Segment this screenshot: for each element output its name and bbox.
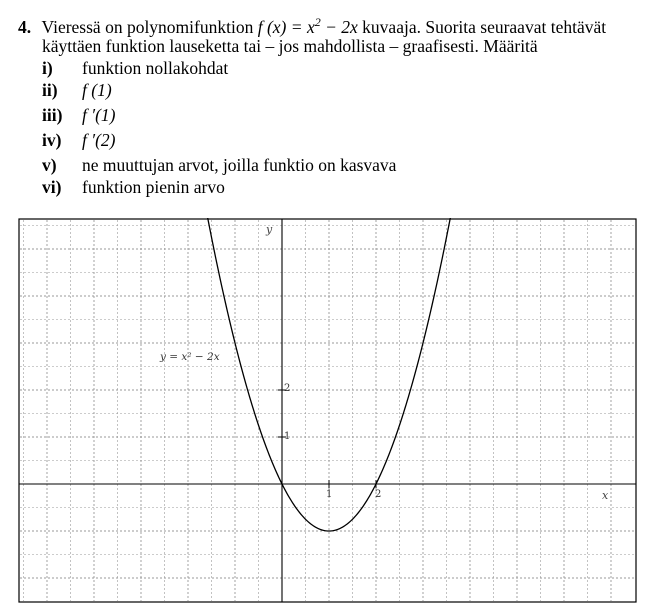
function-exponent: 2 — [314, 15, 321, 29]
y-tick-label: 2 — [284, 383, 291, 394]
question-line-2: käyttäen funktion lauseketta tai – jos mahdollista – graafisesti. Määritä — [42, 36, 538, 56]
question-intro: Vieressä on polynomifunktion — [41, 16, 254, 37]
question-line-1 — [18, 11, 606, 38]
question-number: 4. — [18, 16, 32, 37]
item-text: funktion nollakohdat — [82, 58, 229, 78]
item-label: i) — [42, 58, 53, 78]
function-text: f (x) = x — [257, 16, 315, 37]
item-label: ii) — [42, 80, 58, 100]
item-text: ne muuttujan arvot, joilla funktio on kasvava — [82, 155, 397, 175]
curve-label: y = x² − 2x — [160, 351, 220, 363]
item-text: f ′(1) — [82, 105, 116, 125]
function-graph — [18, 218, 638, 604]
item-label: vi) — [42, 177, 62, 197]
graph-frame — [19, 219, 636, 602]
item-label: v) — [42, 155, 57, 175]
x-axis-label: x — [602, 489, 609, 502]
function-rest: − 2x — [320, 16, 358, 37]
y-axis-label: y — [266, 223, 273, 236]
x-tick-label: 1 — [326, 489, 333, 500]
item-label: iii) — [42, 105, 63, 125]
item-text: funktion pienin arvo — [82, 177, 225, 197]
item-text: f (1) — [82, 80, 112, 100]
function-expression — [258, 17, 358, 37]
x-tick-label: 2 — [375, 489, 382, 500]
item-label: iv) — [42, 130, 62, 150]
item-text: f ′(2) — [82, 130, 116, 150]
y-tick-label: 1 — [284, 431, 291, 442]
question-intro-end: kuvaaja. Suorita seuraavat tehtävät — [362, 16, 607, 37]
